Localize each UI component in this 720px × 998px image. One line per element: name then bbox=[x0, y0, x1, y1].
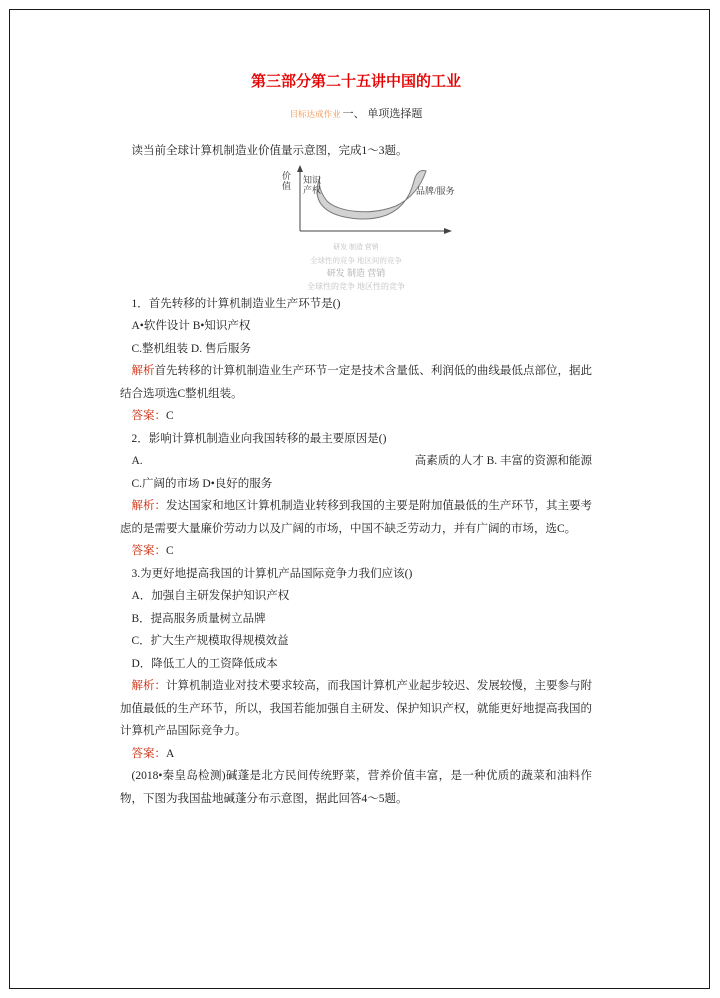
page-title: 第三部分第二十五讲中国的工业 bbox=[250, 74, 461, 90]
analysis-label: 解析 bbox=[131, 365, 155, 377]
diagram-y-axis-label: 价值 bbox=[281, 170, 291, 191]
section-heading bbox=[120, 106, 592, 122]
question-3-stem: 3.为更好地提高我国的计算机产品国际竞争力我们应该() bbox=[131, 567, 413, 580]
option-a: A. bbox=[131, 455, 143, 467]
x-axis-arrow-icon bbox=[444, 228, 452, 234]
question-2-stem: 2．影响计算机制造业向我国转移的最主要原因是() bbox=[131, 432, 387, 445]
answer-label: 答案： bbox=[131, 747, 166, 760]
analysis-text: 首先转移的计算机制造业生产环节一定是技术含量低、利润低的曲线最低点部位，据此结合选项选C整机组装。 bbox=[120, 365, 593, 400]
question-3-analysis bbox=[120, 675, 592, 743]
question-1-options-ab: A•软件设计 B•知识产权 bbox=[131, 320, 251, 332]
analysis-text: 计算机制造业对技术要求较高，而我国计算机产业起步较迟、发展较慢，主要参与附加值最低的生产环节，所以，我国若能加强自主研发、保护知识产权，就能更好地提高我国的计算机产品国际竞争力。 bbox=[120, 680, 593, 737]
y-axis-arrow-icon bbox=[297, 165, 303, 172]
diagram-right-label: 品牌/服务 bbox=[416, 185, 455, 196]
diagram-captions bbox=[120, 241, 592, 293]
question-1-analysis bbox=[120, 360, 592, 405]
caption-line: 研发 制造 营销 bbox=[333, 242, 379, 251]
question-1-options-cd: C.整机组装 D. 售后服务 bbox=[131, 342, 251, 355]
question-3-option-a: A．加强自主研发保护知识产权 bbox=[131, 590, 290, 602]
answer-label: 答案： bbox=[131, 545, 166, 557]
analysis-label: 解析： bbox=[131, 500, 167, 512]
diagram-left-label-line2: 产权 bbox=[303, 184, 322, 195]
question-2-options-cd: C.广阔的市场 D•良好的服务 bbox=[131, 477, 273, 490]
closing-text: (2018•秦皇岛检测)碱蓬是北方民间传统野菜，营养价值丰富，是一种优质的蔬菜和油料作物，下图为我国盐地碱蓬分布示意图，据此回答4～5题。 bbox=[120, 770, 592, 805]
diagram-left-label-line1: 知识 bbox=[303, 174, 322, 185]
question-3-option-b: B．提高服务质量树立品牌 bbox=[131, 612, 266, 625]
question-1-stem: 1．首先转移的计算机制造业生产环节是() bbox=[131, 297, 341, 310]
smile-curve-diagram bbox=[280, 163, 460, 237]
answer-value: A bbox=[166, 747, 175, 760]
caption-line: 全球性的竞争 地区间的竞争 bbox=[310, 255, 402, 265]
analysis-text: 发达国家和地区计算机制造业转移到我国的主要是附加值最低的生产环节，其主要考虑的是需要大量廉价劳动力以及广阔的市场，中国不缺乏劳动力，并有广阔的市场，选C。 bbox=[120, 500, 593, 535]
content-column bbox=[120, 72, 592, 810]
question-3-option-d: D．降低工人的工资降低成本 bbox=[131, 657, 278, 670]
caption-line: 全球性的竞争 地区性的竞争 bbox=[307, 281, 405, 291]
intro-text: 读当前全球计算机制造业价值量示意图，完成1～3题。 bbox=[131, 145, 408, 157]
question-3-option-c: C．扩大生产规模取得规模效益 bbox=[131, 635, 289, 647]
answer-value: C bbox=[166, 545, 174, 557]
question-2-options-ab bbox=[120, 450, 592, 473]
question-2-analysis bbox=[120, 495, 592, 540]
question-2-answer bbox=[120, 540, 592, 563]
analysis-label: 解析： bbox=[131, 680, 167, 692]
answer-value: C bbox=[166, 410, 174, 422]
caption-line: 研发 制造 营销 bbox=[326, 267, 386, 278]
question-1-answer bbox=[120, 405, 592, 428]
option-b: 高素质的人才 B. 丰富的资源和能源 bbox=[414, 455, 592, 467]
diagram-left-label bbox=[303, 175, 321, 195]
question-3-answer bbox=[120, 743, 592, 766]
smile-curve-shape bbox=[317, 170, 426, 219]
section-title: 一、 单项选择题 bbox=[342, 108, 423, 120]
assignment-badge: 目标达成作业 bbox=[289, 109, 341, 119]
answer-label: 答案： bbox=[131, 410, 166, 422]
